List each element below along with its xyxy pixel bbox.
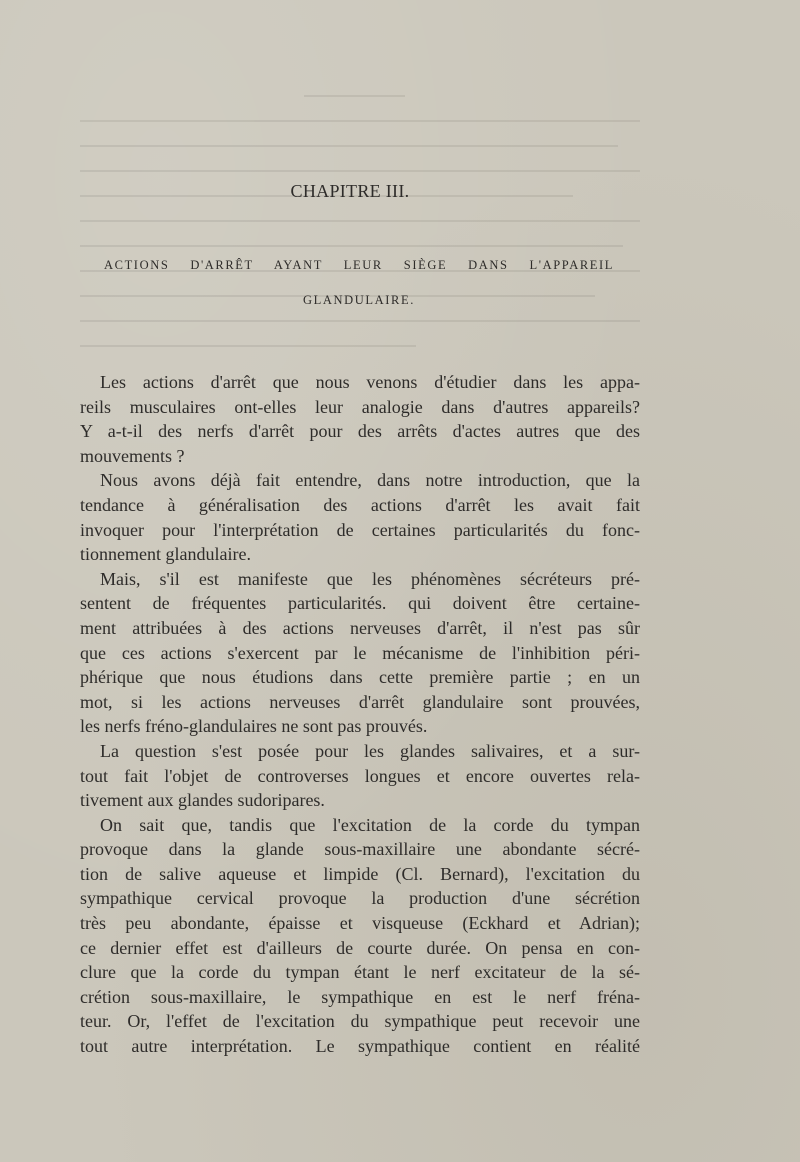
text-line: sympathique cervical provoque la production d'une sécrétion bbox=[80, 888, 640, 909]
text-line: provoque dans la glande sous-maxillaire une abondante sécré- bbox=[80, 839, 640, 860]
text-line: invoquer pour l'interprétation de certaines particularités du fonc- bbox=[80, 519, 640, 540]
text-line: crétion sous-maxillaire, le sympathique en est le nerf fréna- bbox=[80, 986, 640, 1007]
text-line: mouvements ? bbox=[80, 445, 185, 466]
text-line: que ces actions s'exercent par le mécanisme de l'inhibition péri- bbox=[80, 642, 640, 663]
text-line: tionnement glandulaire. bbox=[80, 544, 251, 565]
text-line: ment attribuées à des actions nerveuses d'arrêt, il n'est pas sûr bbox=[80, 617, 640, 638]
text-line: teur. Or, l'effet de l'excitation du sympathique peut recevoir une bbox=[80, 1011, 640, 1032]
text-line: reils musculaires ont-elles leur analogie dans d'autres appareils? bbox=[80, 396, 640, 417]
text-line: La question s'est posée pour les glandes salivaires, et a sur- bbox=[100, 740, 640, 761]
text-line: Y a-t-il des nerfs d'arrêt pour des arrêts d'actes autres que des bbox=[80, 421, 640, 442]
text-line: Nous avons déjà fait entendre, dans notre introduction, que la bbox=[100, 470, 640, 491]
body-text bbox=[80, 370, 640, 1059]
text-line: sentent de fréquentes particularités. qui doivent être certaine- bbox=[80, 593, 640, 614]
text-line: les nerfs fréno-glandulaires ne sont pas prouvés. bbox=[80, 716, 428, 737]
text-line: tout autre interprétation. Le sympathique contient en réalité bbox=[80, 1036, 640, 1057]
text-line: tendance à généralisation des actions d'arrêt les avait fait bbox=[80, 494, 640, 515]
section-title-line-1: ACTIONS D'ARRÊT AYANT LEUR SIÈGE DANS L'APPAREIL bbox=[104, 258, 614, 272]
chapter-heading: CHAPITRE III. bbox=[290, 181, 410, 201]
section-title-line-2: GLANDULAIRE. bbox=[303, 293, 415, 307]
text-line: ce dernier effet est d'ailleurs de courte durée. On pensa en con- bbox=[80, 937, 640, 958]
text-line: tion de salive aqueuse et limpide (Cl. Bernard), l'excitation du bbox=[80, 863, 640, 884]
text-line: Les actions d'arrêt que nous venons d'étudier dans les appa- bbox=[100, 372, 640, 392]
text-line: phérique que nous étudions dans cette première partie ; en un bbox=[80, 667, 640, 688]
section-title bbox=[104, 248, 614, 318]
text-line: Mais, s'il est manifeste que les phénomènes sécréteurs pré- bbox=[100, 568, 640, 589]
text-line: tivement aux glandes sudoripares. bbox=[80, 790, 325, 811]
text-line: tout fait l'objet de controverses longues et encore ouvertes rela- bbox=[80, 765, 640, 786]
text-line: On sait que, tandis que l'excitation de la corde du tympan bbox=[100, 814, 640, 835]
bleed-through-text bbox=[80, 95, 640, 375]
text-line: très peu abondante, épaisse et visqueuse (Eckhard et Adrian); bbox=[80, 913, 640, 934]
text-line: mot, si les actions nerveuses d'arrêt glandulaire sont prouvées, bbox=[80, 691, 640, 712]
text-line: clure que la corde du tympan étant le nerf excitateur de la sé- bbox=[80, 962, 640, 983]
